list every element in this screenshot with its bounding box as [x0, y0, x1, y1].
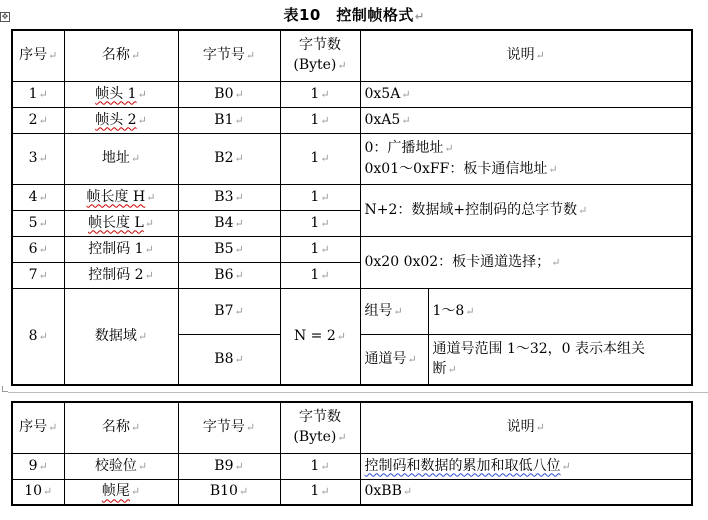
- control-frame-table: [11, 29, 693, 386]
- control-code-desc: 0x20 0x02：板卡通道选择；↵: [360, 236, 692, 288]
- table-row: 7↵ 控制码 2↵ B6↵ 1↵: [12, 262, 692, 288]
- table-caption: 表10 控制帧格式↵: [283, 6, 425, 24]
- table-row: 4↵ 帧长度 H↵ B3↵ 1↵ N+2：数据域+控制码的总字节数↵: [12, 184, 692, 210]
- header-desc: 说明↵: [360, 30, 692, 81]
- table-row: 6↵ 控制码 1↵ B5↵ 1↵ 0x20 0x02：板卡通道选择；↵: [12, 236, 692, 262]
- table-row: 2↵ 帧头 2↵ B1↵ 1↵ 0xA5↵: [12, 107, 692, 133]
- channel-label: 通道号↵: [360, 334, 428, 385]
- table-row: 10↵ 帧尾↵ B10↵ 1↵ 0xBB↵: [12, 479, 692, 505]
- table-header-row: [12, 30, 692, 81]
- group-label: 组号↵: [360, 288, 428, 334]
- header-byte-count: 字节数 (Byte)↵: [280, 402, 360, 453]
- length-desc: N+2：数据域+控制码的总字节数↵: [360, 184, 692, 236]
- header-name: 名称↵: [64, 402, 178, 453]
- header-seq: 序号↵: [12, 402, 64, 453]
- header-byte-count: 字节数 (Byte)↵: [280, 30, 360, 81]
- table-row: 1↵ 帧头 1↵ B0↵ 1↵ 0x5A↵: [12, 81, 692, 107]
- table-row: 3↵ 地址↵ B2↵ 1↵ 0：广播地址↵ 0x01～0xFF：板卡通信地址↵: [12, 133, 692, 184]
- table-row: 5↵ 帧长度 L↵ B4↵ 1↵: [12, 210, 692, 236]
- table-row: 9↵ 校验位↵ B9↵ 1↵ 控制码和数据的累加和取低八位↵: [12, 453, 692, 479]
- header-name: 名称↵: [64, 30, 178, 81]
- page-corner-mark: [2, 386, 8, 392]
- page-break-line: [8, 392, 708, 393]
- channel-value: 通道号范围 1～32，0 表示本组关 断↵: [428, 334, 692, 385]
- table-header-row: [12, 402, 692, 453]
- header-byte-no: 字节号↵: [178, 30, 280, 81]
- table-row: 8↵ 数据域↵ B7↵ N = 2↵ 组号↵ 1～8↵: [12, 288, 692, 334]
- header-seq: 序号↵: [12, 30, 64, 81]
- table-row: B8↵ 通道号↵ 通道号范围 1～32，0 表示本组关 断↵: [12, 334, 692, 385]
- group-value: 1～8↵: [428, 288, 692, 334]
- header-desc: 说明↵: [360, 402, 692, 453]
- table-move-handle-icon[interactable]: ✥: [1, 12, 9, 21]
- header-byte-no: 字节号↵: [178, 402, 280, 453]
- control-frame-table-continued: [11, 401, 693, 506]
